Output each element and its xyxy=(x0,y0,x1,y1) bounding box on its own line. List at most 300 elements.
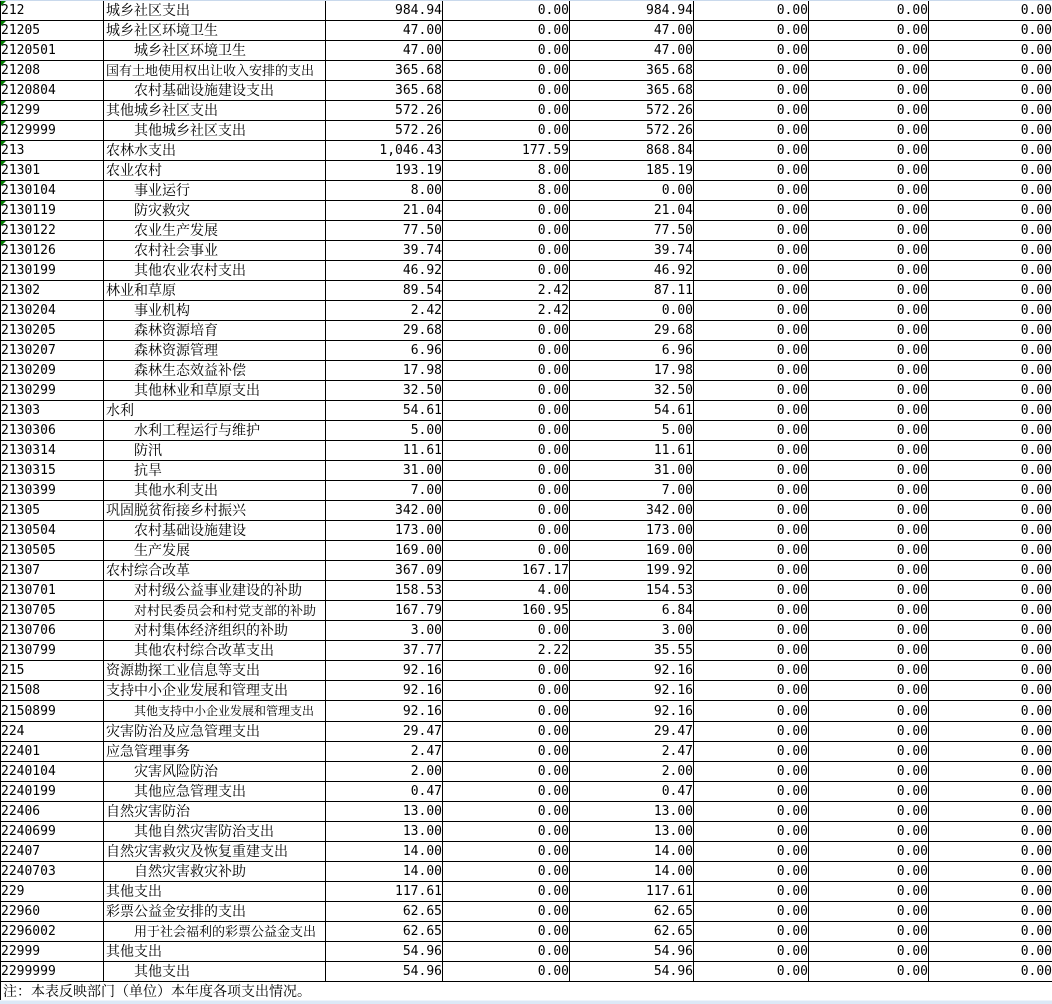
amount-cell-col5[interactable]: 0.00 xyxy=(809,261,929,281)
amount-cell-col6[interactable]: 0.00 xyxy=(929,581,1052,601)
amount-cell-col4[interactable]: 0.00 xyxy=(694,762,809,782)
amount-cell-col4[interactable]: 0.00 xyxy=(694,561,809,581)
amount-cell-col3[interactable]: 35.55 xyxy=(570,641,694,661)
amount-cell-col5[interactable]: 0.00 xyxy=(809,742,929,762)
amount-cell-col2[interactable]: 2.22 xyxy=(443,641,570,661)
amount-cell-total[interactable]: 2.47 xyxy=(326,742,443,762)
subject-code-cell[interactable] xyxy=(1,181,104,201)
amount-cell-col2[interactable]: 167.17 xyxy=(443,561,570,581)
amount-cell-col3[interactable]: 7.00 xyxy=(570,481,694,501)
amount-cell-col3[interactable]: 87.11 xyxy=(570,281,694,301)
amount-cell-col6[interactable]: 0.00 xyxy=(929,521,1052,541)
table-note[interactable]: 注：本表反映部门（单位）本年度各项支出情况。 xyxy=(1,982,1052,1002)
amount-cell-col6[interactable]: 0.00 xyxy=(929,822,1052,842)
amount-cell-col5[interactable]: 0.00 xyxy=(809,21,929,41)
amount-cell-col3[interactable]: 984.94 xyxy=(570,1,694,21)
amount-cell-col2[interactable]: 160.95 xyxy=(443,601,570,621)
amount-cell-col6[interactable]: 0.00 xyxy=(929,301,1052,321)
amount-cell-total[interactable]: 39.74 xyxy=(326,241,443,261)
amount-cell-col4[interactable]: 0.00 xyxy=(694,782,809,802)
subject-name-cell[interactable] xyxy=(104,822,326,842)
amount-cell-col4[interactable]: 0.00 xyxy=(694,361,809,381)
subject-code-cell[interactable] xyxy=(1,541,104,561)
amount-cell-col5[interactable]: 0.00 xyxy=(809,822,929,842)
subject-code-cell[interactable] xyxy=(1,21,104,41)
amount-cell-col4[interactable]: 0.00 xyxy=(694,942,809,962)
amount-cell-col3[interactable]: 365.68 xyxy=(570,61,694,81)
amount-cell-total[interactable]: 365.68 xyxy=(326,61,443,81)
amount-cell-total[interactable]: 0.47 xyxy=(326,782,443,802)
amount-cell-col5[interactable]: 0.00 xyxy=(809,722,929,742)
subject-code-cell[interactable] xyxy=(1,41,104,61)
subject-name-cell[interactable] xyxy=(104,681,326,701)
amount-cell-total[interactable]: 11.61 xyxy=(326,441,443,461)
amount-cell-col5[interactable]: 0.00 xyxy=(809,341,929,361)
amount-cell-col3[interactable]: 199.92 xyxy=(570,561,694,581)
amount-cell-col6[interactable]: 0.00 xyxy=(929,842,1052,862)
amount-cell-total[interactable]: 1,046.43 xyxy=(326,141,443,161)
amount-cell-col6[interactable]: 0.00 xyxy=(929,561,1052,581)
amount-cell-total[interactable]: 367.09 xyxy=(326,561,443,581)
amount-cell-col3[interactable]: 572.26 xyxy=(570,101,694,121)
amount-cell-col6[interactable]: 0.00 xyxy=(929,141,1052,161)
amount-cell-col3[interactable]: 0.00 xyxy=(570,181,694,201)
subject-code-cell[interactable] xyxy=(1,261,104,281)
amount-cell-col5[interactable]: 0.00 xyxy=(809,541,929,561)
subject-code-cell[interactable] xyxy=(1,221,104,241)
amount-cell-col4[interactable]: 0.00 xyxy=(694,221,809,241)
amount-cell-col6[interactable]: 0.00 xyxy=(929,381,1052,401)
amount-cell-col5[interactable]: 0.00 xyxy=(809,181,929,201)
subject-name-cell[interactable] xyxy=(104,441,326,461)
subject-code-cell[interactable] xyxy=(1,822,104,842)
amount-cell-col3[interactable]: 868.84 xyxy=(570,141,694,161)
amount-cell-col5[interactable]: 0.00 xyxy=(809,201,929,221)
amount-cell-col6[interactable]: 0.00 xyxy=(929,661,1052,681)
amount-cell-total[interactable]: 984.94 xyxy=(326,1,443,21)
amount-cell-col4[interactable]: 0.00 xyxy=(694,822,809,842)
amount-cell-col3[interactable]: 2.00 xyxy=(570,762,694,782)
amount-cell-col4[interactable]: 0.00 xyxy=(694,201,809,221)
amount-cell-col3[interactable]: 14.00 xyxy=(570,862,694,882)
amount-cell-col6[interactable]: 0.00 xyxy=(929,281,1052,301)
amount-cell-col5[interactable]: 0.00 xyxy=(809,301,929,321)
amount-cell-col4[interactable]: 0.00 xyxy=(694,41,809,61)
subject-code-cell[interactable] xyxy=(1,81,104,101)
amount-cell-col4[interactable]: 0.00 xyxy=(694,661,809,681)
amount-cell-col4[interactable]: 0.00 xyxy=(694,922,809,942)
amount-cell-col5[interactable]: 0.00 xyxy=(809,942,929,962)
subject-name-cell[interactable] xyxy=(104,541,326,561)
subject-name-cell[interactable] xyxy=(104,21,326,41)
subject-code-cell[interactable] xyxy=(1,782,104,802)
amount-cell-total[interactable]: 14.00 xyxy=(326,842,443,862)
subject-code-cell[interactable] xyxy=(1,321,104,341)
amount-cell-col6[interactable]: 0.00 xyxy=(929,681,1052,701)
amount-cell-col3[interactable]: 46.92 xyxy=(570,261,694,281)
amount-cell-total[interactable]: 92.16 xyxy=(326,681,443,701)
subject-code-cell[interactable] xyxy=(1,962,104,982)
subject-code-cell[interactable] xyxy=(1,882,104,902)
amount-cell-col4[interactable]: 0.00 xyxy=(694,581,809,601)
amount-cell-col6[interactable]: 0.00 xyxy=(929,782,1052,802)
subject-name-cell[interactable] xyxy=(104,81,326,101)
amount-cell-col3[interactable]: 2.47 xyxy=(570,742,694,762)
amount-cell-col5[interactable]: 0.00 xyxy=(809,321,929,341)
subject-code-cell[interactable] xyxy=(1,301,104,321)
amount-cell-col2[interactable]: 0.00 xyxy=(443,1,570,21)
amount-cell-col3[interactable]: 54.61 xyxy=(570,401,694,421)
amount-cell-total[interactable]: 47.00 xyxy=(326,21,443,41)
subject-name-cell[interactable] xyxy=(104,481,326,501)
amount-cell-col3[interactable]: 185.19 xyxy=(570,161,694,181)
subject-code-cell[interactable] xyxy=(1,521,104,541)
subject-code-cell[interactable] xyxy=(1,722,104,742)
amount-cell-col5[interactable]: 0.00 xyxy=(809,221,929,241)
amount-cell-col6[interactable]: 0.00 xyxy=(929,922,1052,942)
amount-cell-col5[interactable]: 0.00 xyxy=(809,882,929,902)
subject-name-cell[interactable] xyxy=(104,501,326,521)
amount-cell-col6[interactable]: 0.00 xyxy=(929,962,1052,982)
subject-code-cell[interactable] xyxy=(1,141,104,161)
amount-cell-col6[interactable]: 0.00 xyxy=(929,121,1052,141)
amount-cell-total[interactable]: 92.16 xyxy=(326,701,443,722)
amount-cell-col2[interactable]: 2.42 xyxy=(443,281,570,301)
amount-cell-total[interactable]: 46.92 xyxy=(326,261,443,281)
amount-cell-col3[interactable]: 39.74 xyxy=(570,241,694,261)
amount-cell-col5[interactable]: 0.00 xyxy=(809,61,929,81)
amount-cell-col4[interactable]: 0.00 xyxy=(694,461,809,481)
amount-cell-total[interactable]: 2.00 xyxy=(326,762,443,782)
amount-cell-col2[interactable]: 0.00 xyxy=(443,61,570,81)
amount-cell-col5[interactable]: 0.00 xyxy=(809,902,929,922)
amount-cell-col2[interactable]: 0.00 xyxy=(443,701,570,722)
amount-cell-col4[interactable]: 0.00 xyxy=(694,521,809,541)
subject-code-cell[interactable] xyxy=(1,401,104,421)
amount-cell-col4[interactable]: 0.00 xyxy=(694,541,809,561)
amount-cell-col6[interactable]: 0.00 xyxy=(929,181,1052,201)
amount-cell-col3[interactable]: 92.16 xyxy=(570,681,694,701)
amount-cell-col4[interactable]: 0.00 xyxy=(694,902,809,922)
amount-cell-total[interactable]: 193.19 xyxy=(326,161,443,181)
subject-code-cell[interactable] xyxy=(1,762,104,782)
amount-cell-total[interactable]: 5.00 xyxy=(326,421,443,441)
subject-name-cell[interactable] xyxy=(104,41,326,61)
amount-cell-col4[interactable]: 0.00 xyxy=(694,601,809,621)
subject-name-cell[interactable] xyxy=(104,762,326,782)
amount-cell-total[interactable]: 29.47 xyxy=(326,722,443,742)
amount-cell-col5[interactable]: 0.00 xyxy=(809,81,929,101)
amount-cell-total[interactable]: 54.61 xyxy=(326,401,443,421)
subject-code-cell[interactable] xyxy=(1,681,104,701)
amount-cell-col3[interactable]: 17.98 xyxy=(570,361,694,381)
amount-cell-col6[interactable]: 0.00 xyxy=(929,421,1052,441)
subject-name-cell[interactable] xyxy=(104,341,326,361)
subject-code-cell[interactable] xyxy=(1,902,104,922)
amount-cell-col2[interactable]: 0.00 xyxy=(443,461,570,481)
amount-cell-col6[interactable]: 0.00 xyxy=(929,701,1052,722)
amount-cell-total[interactable]: 167.79 xyxy=(326,601,443,621)
amount-cell-total[interactable]: 32.50 xyxy=(326,381,443,401)
amount-cell-total[interactable]: 31.00 xyxy=(326,461,443,481)
amount-cell-col5[interactable]: 0.00 xyxy=(809,141,929,161)
amount-cell-col3[interactable]: 77.50 xyxy=(570,221,694,241)
subject-name-cell[interactable] xyxy=(104,842,326,862)
amount-cell-col4[interactable]: 0.00 xyxy=(694,842,809,862)
amount-cell-col3[interactable]: 31.00 xyxy=(570,461,694,481)
amount-cell-col2[interactable]: 0.00 xyxy=(443,221,570,241)
amount-cell-col5[interactable]: 0.00 xyxy=(809,481,929,501)
amount-cell-total[interactable]: 117.61 xyxy=(326,882,443,902)
amount-cell-col2[interactable]: 0.00 xyxy=(443,501,570,521)
subject-code-cell[interactable] xyxy=(1,802,104,822)
amount-cell-col3[interactable]: 6.84 xyxy=(570,601,694,621)
amount-cell-col4[interactable]: 0.00 xyxy=(694,621,809,641)
amount-cell-col3[interactable]: 13.00 xyxy=(570,822,694,842)
subject-name-cell[interactable] xyxy=(104,241,326,261)
amount-cell-col6[interactable]: 0.00 xyxy=(929,541,1052,561)
subject-name-cell[interactable] xyxy=(104,301,326,321)
amount-cell-col2[interactable]: 0.00 xyxy=(443,81,570,101)
subject-name-cell[interactable] xyxy=(104,201,326,221)
amount-cell-col6[interactable]: 0.00 xyxy=(929,341,1052,361)
amount-cell-col3[interactable]: 21.04 xyxy=(570,201,694,221)
subject-name-cell[interactable] xyxy=(104,701,326,722)
amount-cell-col2[interactable]: 0.00 xyxy=(443,822,570,842)
amount-cell-total[interactable]: 8.00 xyxy=(326,181,443,201)
amount-cell-col4[interactable]: 0.00 xyxy=(694,21,809,41)
amount-cell-col5[interactable]: 0.00 xyxy=(809,501,929,521)
amount-cell-col6[interactable]: 0.00 xyxy=(929,501,1052,521)
subject-name-cell[interactable] xyxy=(104,621,326,641)
amount-cell-col2[interactable]: 0.00 xyxy=(443,722,570,742)
amount-cell-col2[interactable]: 0.00 xyxy=(443,842,570,862)
amount-cell-col4[interactable]: 0.00 xyxy=(694,81,809,101)
amount-cell-col6[interactable]: 0.00 xyxy=(929,762,1052,782)
subject-name-cell[interactable] xyxy=(104,661,326,681)
amount-cell-col3[interactable]: 5.00 xyxy=(570,421,694,441)
subject-code-cell[interactable] xyxy=(1,381,104,401)
subject-name-cell[interactable] xyxy=(104,862,326,882)
amount-cell-col2[interactable]: 0.00 xyxy=(443,541,570,561)
amount-cell-col2[interactable]: 0.00 xyxy=(443,782,570,802)
subject-code-cell[interactable] xyxy=(1,501,104,521)
amount-cell-col4[interactable]: 0.00 xyxy=(694,742,809,762)
subject-name-cell[interactable] xyxy=(104,401,326,421)
amount-cell-col4[interactable]: 0.00 xyxy=(694,301,809,321)
amount-cell-col2[interactable]: 0.00 xyxy=(443,481,570,501)
amount-cell-col2[interactable]: 0.00 xyxy=(443,661,570,681)
amount-cell-col3[interactable]: 14.00 xyxy=(570,842,694,862)
amount-cell-col2[interactable]: 0.00 xyxy=(443,401,570,421)
subject-code-cell[interactable] xyxy=(1,461,104,481)
amount-cell-col5[interactable]: 0.00 xyxy=(809,1,929,21)
amount-cell-col6[interactable]: 0.00 xyxy=(929,802,1052,822)
amount-cell-col5[interactable]: 0.00 xyxy=(809,461,929,481)
subject-name-cell[interactable] xyxy=(104,742,326,762)
amount-cell-col5[interactable]: 0.00 xyxy=(809,862,929,882)
amount-cell-col6[interactable]: 0.00 xyxy=(929,882,1052,902)
amount-cell-col2[interactable]: 8.00 xyxy=(443,181,570,201)
amount-cell-col6[interactable]: 0.00 xyxy=(929,61,1052,81)
amount-cell-total[interactable]: 13.00 xyxy=(326,802,443,822)
amount-cell-col6[interactable]: 0.00 xyxy=(929,81,1052,101)
amount-cell-col3[interactable]: 13.00 xyxy=(570,802,694,822)
amount-cell-col6[interactable]: 0.00 xyxy=(929,401,1052,421)
amount-cell-col4[interactable]: 0.00 xyxy=(694,862,809,882)
amount-cell-col2[interactable]: 0.00 xyxy=(443,121,570,141)
amount-cell-total[interactable]: 173.00 xyxy=(326,521,443,541)
amount-cell-col3[interactable]: 0.00 xyxy=(570,301,694,321)
amount-cell-col5[interactable]: 0.00 xyxy=(809,621,929,641)
subject-name-cell[interactable] xyxy=(104,381,326,401)
amount-cell-col2[interactable]: 0.00 xyxy=(443,922,570,942)
amount-cell-col2[interactable]: 0.00 xyxy=(443,621,570,641)
amount-cell-col5[interactable]: 0.00 xyxy=(809,962,929,982)
amount-cell-col2[interactable]: 0.00 xyxy=(443,441,570,461)
amount-cell-total[interactable]: 62.65 xyxy=(326,902,443,922)
amount-cell-col2[interactable]: 0.00 xyxy=(443,321,570,341)
amount-cell-col3[interactable]: 169.00 xyxy=(570,541,694,561)
subject-name-cell[interactable] xyxy=(104,882,326,902)
amount-cell-col4[interactable]: 0.00 xyxy=(694,261,809,281)
amount-cell-total[interactable]: 29.68 xyxy=(326,321,443,341)
amount-cell-col4[interactable]: 0.00 xyxy=(694,241,809,261)
amount-cell-col6[interactable]: 0.00 xyxy=(929,862,1052,882)
subject-code-cell[interactable] xyxy=(1,922,104,942)
amount-cell-col3[interactable]: 6.96 xyxy=(570,341,694,361)
amount-cell-col5[interactable]: 0.00 xyxy=(809,421,929,441)
amount-cell-col6[interactable]: 0.00 xyxy=(929,361,1052,381)
amount-cell-total[interactable]: 17.98 xyxy=(326,361,443,381)
amount-cell-col3[interactable]: 54.96 xyxy=(570,962,694,982)
amount-cell-col6[interactable]: 0.00 xyxy=(929,101,1052,121)
subject-code-cell[interactable] xyxy=(1,701,104,722)
subject-name-cell[interactable] xyxy=(104,141,326,161)
amount-cell-col6[interactable]: 0.00 xyxy=(929,261,1052,281)
amount-cell-col2[interactable]: 0.00 xyxy=(443,942,570,962)
amount-cell-total[interactable]: 13.00 xyxy=(326,822,443,842)
amount-cell-col4[interactable]: 0.00 xyxy=(694,421,809,441)
amount-cell-col4[interactable]: 0.00 xyxy=(694,1,809,21)
amount-cell-col2[interactable]: 177.59 xyxy=(443,141,570,161)
amount-cell-col4[interactable]: 0.00 xyxy=(694,441,809,461)
subject-code-cell[interactable] xyxy=(1,101,104,121)
subject-name-cell[interactable] xyxy=(104,902,326,922)
amount-cell-col4[interactable]: 0.00 xyxy=(694,321,809,341)
amount-cell-col3[interactable]: 365.68 xyxy=(570,81,694,101)
amount-cell-col2[interactable]: 0.00 xyxy=(443,681,570,701)
amount-cell-col6[interactable]: 0.00 xyxy=(929,601,1052,621)
amount-cell-col2[interactable]: 0.00 xyxy=(443,341,570,361)
amount-cell-col6[interactable]: 0.00 xyxy=(929,641,1052,661)
subject-code-cell[interactable] xyxy=(1,481,104,501)
subject-name-cell[interactable] xyxy=(104,782,326,802)
subject-code-cell[interactable] xyxy=(1,441,104,461)
subject-code-cell[interactable] xyxy=(1,862,104,882)
amount-cell-col4[interactable]: 0.00 xyxy=(694,501,809,521)
amount-cell-col5[interactable]: 0.00 xyxy=(809,581,929,601)
amount-cell-col5[interactable]: 0.00 xyxy=(809,521,929,541)
subject-code-cell[interactable] xyxy=(1,241,104,261)
subject-name-cell[interactable] xyxy=(104,261,326,281)
subject-name-cell[interactable] xyxy=(104,181,326,201)
subject-name-cell[interactable] xyxy=(104,421,326,441)
subject-code-cell[interactable] xyxy=(1,281,104,301)
amount-cell-col4[interactable]: 0.00 xyxy=(694,141,809,161)
amount-cell-col3[interactable]: 117.61 xyxy=(570,882,694,902)
amount-cell-col2[interactable]: 0.00 xyxy=(443,882,570,902)
amount-cell-col5[interactable]: 0.00 xyxy=(809,762,929,782)
subject-code-cell[interactable] xyxy=(1,641,104,661)
subject-name-cell[interactable] xyxy=(104,121,326,141)
amount-cell-col3[interactable]: 3.00 xyxy=(570,621,694,641)
amount-cell-total[interactable]: 7.00 xyxy=(326,481,443,501)
amount-cell-total[interactable]: 54.96 xyxy=(326,942,443,962)
amount-cell-col6[interactable]: 0.00 xyxy=(929,722,1052,742)
amount-cell-col4[interactable]: 0.00 xyxy=(694,882,809,902)
amount-cell-col6[interactable]: 0.00 xyxy=(929,21,1052,41)
amount-cell-col2[interactable]: 0.00 xyxy=(443,381,570,401)
amount-cell-col5[interactable]: 0.00 xyxy=(809,641,929,661)
amount-cell-col6[interactable]: 0.00 xyxy=(929,1,1052,21)
amount-cell-total[interactable]: 6.96 xyxy=(326,341,443,361)
amount-cell-col4[interactable]: 0.00 xyxy=(694,641,809,661)
amount-cell-col4[interactable]: 0.00 xyxy=(694,802,809,822)
amount-cell-col6[interactable]: 0.00 xyxy=(929,221,1052,241)
amount-cell-col5[interactable]: 0.00 xyxy=(809,121,929,141)
amount-cell-col2[interactable]: 0.00 xyxy=(443,241,570,261)
subject-name-cell[interactable] xyxy=(104,361,326,381)
amount-cell-col5[interactable]: 0.00 xyxy=(809,241,929,261)
amount-cell-total[interactable]: 2.42 xyxy=(326,301,443,321)
subject-code-cell[interactable] xyxy=(1,581,104,601)
subject-name-cell[interactable] xyxy=(104,281,326,301)
subject-code-cell[interactable] xyxy=(1,201,104,221)
amount-cell-col4[interactable]: 0.00 xyxy=(694,962,809,982)
amount-cell-col6[interactable]: 0.00 xyxy=(929,201,1052,221)
amount-cell-col2[interactable]: 0.00 xyxy=(443,902,570,922)
amount-cell-col5[interactable]: 0.00 xyxy=(809,782,929,802)
amount-cell-col5[interactable]: 0.00 xyxy=(809,381,929,401)
amount-cell-col3[interactable]: 154.53 xyxy=(570,581,694,601)
amount-cell-col4[interactable]: 0.00 xyxy=(694,61,809,81)
subject-name-cell[interactable] xyxy=(104,601,326,621)
amount-cell-col5[interactable]: 0.00 xyxy=(809,561,929,581)
subject-code-cell[interactable] xyxy=(1,361,104,381)
subject-name-cell[interactable] xyxy=(104,461,326,481)
amount-cell-col3[interactable]: 29.68 xyxy=(570,321,694,341)
amount-cell-col3[interactable]: 47.00 xyxy=(570,21,694,41)
amount-cell-col4[interactable]: 0.00 xyxy=(694,701,809,722)
amount-cell-col5[interactable]: 0.00 xyxy=(809,41,929,61)
subject-name-cell[interactable] xyxy=(104,581,326,601)
amount-cell-col5[interactable]: 0.00 xyxy=(809,922,929,942)
subject-name-cell[interactable] xyxy=(104,641,326,661)
subject-code-cell[interactable] xyxy=(1,942,104,962)
amount-cell-col3[interactable]: 92.16 xyxy=(570,701,694,722)
subject-name-cell[interactable] xyxy=(104,942,326,962)
amount-cell-col6[interactable]: 0.00 xyxy=(929,461,1052,481)
amount-cell-col2[interactable]: 0.00 xyxy=(443,361,570,381)
amount-cell-col5[interactable]: 0.00 xyxy=(809,361,929,381)
amount-cell-col3[interactable]: 11.61 xyxy=(570,441,694,461)
amount-cell-col2[interactable]: 0.00 xyxy=(443,41,570,61)
amount-cell-col5[interactable]: 0.00 xyxy=(809,401,929,421)
subject-code-cell[interactable] xyxy=(1,601,104,621)
amount-cell-col3[interactable]: 173.00 xyxy=(570,521,694,541)
amount-cell-total[interactable]: 54.96 xyxy=(326,962,443,982)
